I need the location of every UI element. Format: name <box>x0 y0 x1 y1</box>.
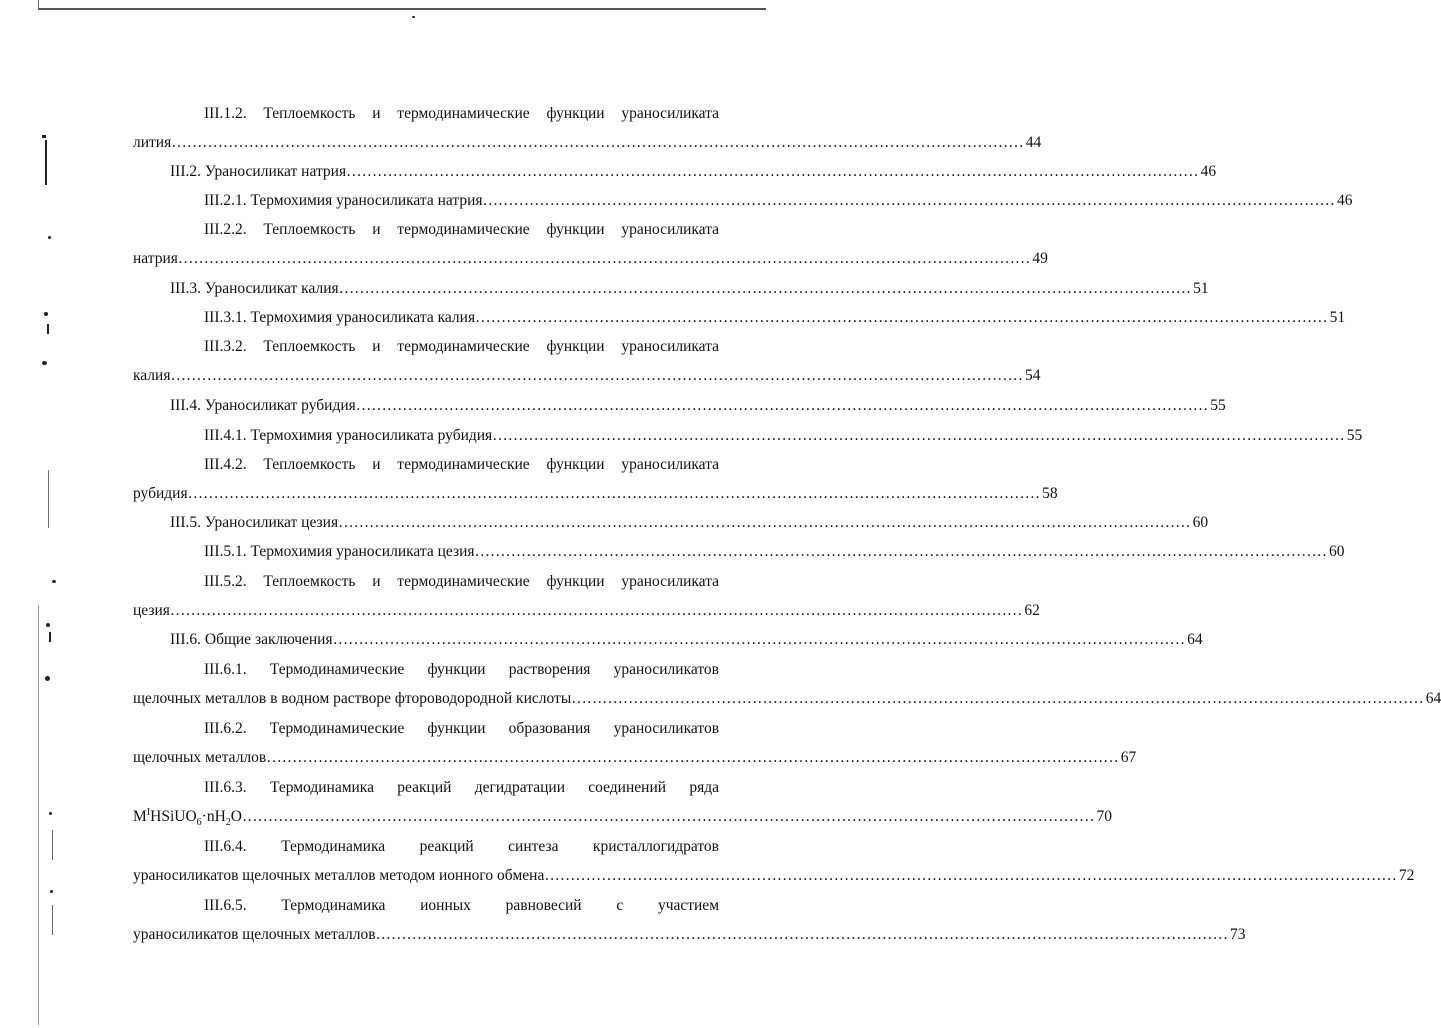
section-code: III.6. <box>170 631 201 648</box>
section-code: III.3.2. <box>204 338 247 355</box>
entry-title: Ураносиликат цезия <box>204 514 339 531</box>
section-code: III.3.1. <box>204 309 247 326</box>
page-number: 51 <box>1193 280 1209 297</box>
leader-dots: ………………………………………………………………………………………………………………………………………………… <box>169 602 1023 619</box>
entry-title: Термохимия ураносиликата калия <box>250 309 476 326</box>
page-number: 73 <box>1230 926 1246 943</box>
leader-dots: ………………………………………………………………………………………………………………………………………………… <box>375 926 1229 943</box>
leader-dots: ………………………………………………………………………………………………………………………………………………… <box>482 192 1336 209</box>
leader-dots: ………………………………………………………………………………………………………………………………………………… <box>492 427 1345 444</box>
entry-title: Термохимия ураносиликата цезия <box>250 543 475 560</box>
page-number: 46 <box>1337 192 1353 209</box>
toc-entry <box>204 424 1363 448</box>
toc-entry <box>204 540 1345 564</box>
toc-entry <box>133 717 1137 771</box>
section-code: III.5. <box>170 514 201 531</box>
entry-title: Теплоемкость и термодинамические функции ураносиликата <box>263 573 720 590</box>
leader-dots: ………………………………………………………………………………………………………………………………………………… <box>571 690 1424 707</box>
toc-entry <box>204 189 1353 213</box>
leader-dots: ………………………………………………………………………………………………………………………………………………… <box>332 631 1186 648</box>
page-number: 54 <box>1024 367 1041 384</box>
entry-title-continued: ураносиликатов щелочных металлов методом ионного обмена <box>133 867 545 884</box>
page-number: 64 <box>1425 690 1441 707</box>
page-number: 51 <box>1329 309 1346 326</box>
section-code: III.1.2. <box>204 105 247 122</box>
toc-entry <box>133 894 1246 948</box>
leader-dots: ………………………………………………………………………………………………………………………………………………… <box>170 367 1023 384</box>
section-code: III.4. <box>170 397 201 414</box>
entry-title: Теплоемкость и термодинамические функции ураносиликата <box>263 338 720 355</box>
entry-title: Теплоемкость и термодинамические функции ураносиликата <box>263 221 720 238</box>
page-number: 49 <box>1032 250 1048 267</box>
entry-title-continued: щелочных металлов в водном растворе фтороводородной кислоты <box>133 690 572 707</box>
page-number: 58 <box>1042 485 1058 502</box>
toc-entry <box>133 570 1040 624</box>
entry-title: Термодинамика реакций синтеза кристаллогидратов <box>281 838 719 855</box>
leader-dots: ………………………………………………………………………………………………………………………………………………… <box>266 749 1119 766</box>
leader-dots: ………………………………………………………………………………………………………………………………………………… <box>475 309 1328 326</box>
entry-title-continued: натрия <box>133 250 178 267</box>
toc-entry <box>133 453 1058 507</box>
leader-dots: ………………………………………………………………………………………………………………………………………………… <box>187 485 1041 502</box>
section-code: III.2.1. <box>204 192 247 209</box>
entry-title-continued: калия <box>133 367 171 384</box>
page-number: 55 <box>1210 397 1226 414</box>
page-number: 72 <box>1398 867 1415 884</box>
toc-entry <box>170 511 1209 535</box>
entry-title-continued: лития <box>133 134 172 151</box>
section-code: III.6.4. <box>204 838 247 855</box>
page-number: 67 <box>1120 749 1137 766</box>
entry-title: Общие заключения <box>204 631 333 648</box>
toc-entry <box>133 835 1415 889</box>
leader-dots: ………………………………………………………………………………………………………………………………………………… <box>241 808 1095 825</box>
toc-entry <box>133 102 1042 156</box>
section-code: III.6.5. <box>204 897 247 914</box>
toc-entry <box>133 776 1112 830</box>
entry-title-continued: рубидия <box>133 485 188 502</box>
section-code: III.4.1. <box>204 427 247 444</box>
page-number: 55 <box>1346 427 1363 444</box>
page-number: 46 <box>1200 163 1217 180</box>
leader-dots: ………………………………………………………………………………………………………………………………………………… <box>474 543 1328 560</box>
page-number: 62 <box>1024 602 1040 619</box>
entry-title-continued: щелочных металлов <box>133 749 267 766</box>
section-code: III.6.3. <box>204 779 247 796</box>
toc-entry <box>133 335 1041 389</box>
section-code: III.2.2. <box>204 221 247 238</box>
entry-title: Термохимия ураносиликата рубидия <box>250 427 493 444</box>
page-number: 64 <box>1187 631 1203 648</box>
page-number: 60 <box>1192 514 1209 531</box>
section-code: III.6.2. <box>204 720 247 737</box>
entry-title: Термодинамика реакций дегидратации соединений ряда <box>269 779 720 796</box>
toc-entry <box>133 658 1441 712</box>
leader-dots: ………………………………………………………………………………………………………………………………………………… <box>177 250 1031 267</box>
page-number: 44 <box>1025 134 1042 151</box>
page-number: 60 <box>1329 543 1345 560</box>
section-code: III.4.2. <box>204 456 247 473</box>
toc-entry <box>170 628 1203 652</box>
toc-entry <box>133 218 1048 272</box>
leader-dots: ………………………………………………………………………………………………………………………………………………… <box>171 134 1024 151</box>
entry-title: Термохимия ураносиликата натрия <box>250 192 483 209</box>
section-code: III.2. <box>170 163 201 180</box>
section-code: III.5.2. <box>204 573 247 590</box>
page-number: 70 <box>1096 808 1112 825</box>
toc-entry <box>170 394 1226 418</box>
toc-entry <box>170 277 1209 301</box>
entry-title: Теплоемкость и термодинамические функции ураносиликата <box>263 456 720 473</box>
section-code: III.5.1. <box>204 543 247 560</box>
entry-title: Термодинамика ионных равновесий с участием <box>281 897 719 914</box>
toc-entry <box>170 160 1217 184</box>
section-code: III.6.1. <box>204 661 247 678</box>
toc-entry <box>204 306 1346 330</box>
leader-dots: ………………………………………………………………………………………………………………………………………………… <box>338 280 1192 297</box>
section-code: III.3. <box>170 280 201 297</box>
entry-title: Термодинамические функции образования ураносиликатов <box>269 720 720 737</box>
entry-title: Теплоемкость и термодинамические функции ураносиликата <box>263 105 720 122</box>
leader-dots: ………………………………………………………………………………………………………………………………………………… <box>346 163 1199 180</box>
entry-title: Ураносиликат рубидия <box>204 397 356 414</box>
formula: $M^IHSiUO_6\cdot nH_2O$ <box>133 806 242 829</box>
entry-title-continued: цезия <box>133 602 170 619</box>
entry-title: Ураносиликат натрия <box>204 163 347 180</box>
leader-dots: ………………………………………………………………………………………………………………………………………………… <box>338 514 1191 531</box>
leader-dots: ………………………………………………………………………………………………………………………………………………… <box>355 397 1209 414</box>
leader-dots: ………………………………………………………………………………………………………………………………………………… <box>544 867 1397 884</box>
entry-title: Термодинамические функции растворения ураносиликатов <box>269 661 719 678</box>
entry-title: Ураносиликат калия <box>204 280 339 297</box>
entry-title-continued: ураносиликатов щелочных металлов <box>133 926 376 943</box>
